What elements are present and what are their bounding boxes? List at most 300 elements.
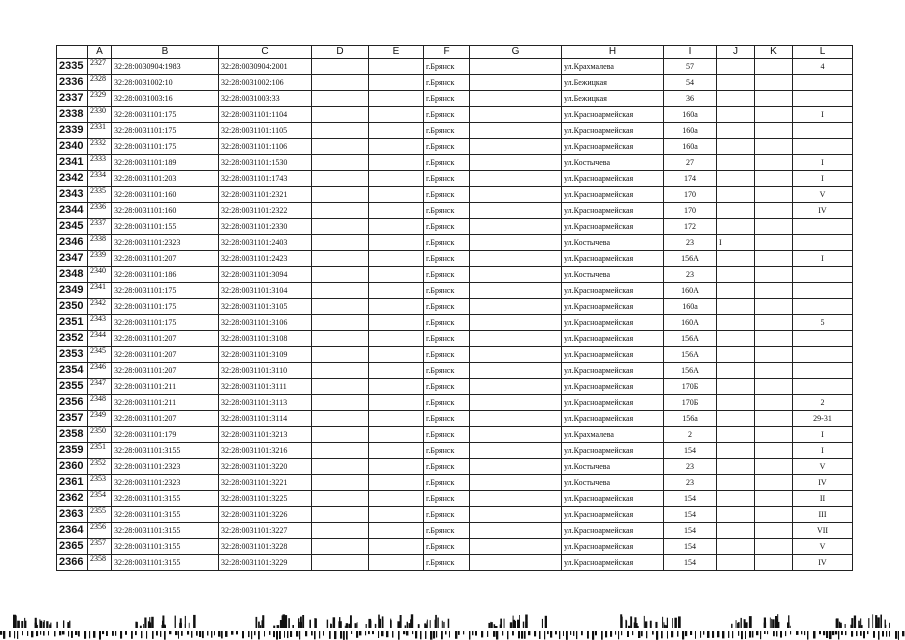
cell-g — [470, 251, 562, 267]
cell-j — [717, 379, 755, 395]
cell-g — [470, 379, 562, 395]
cell-i: 23 — [664, 475, 717, 491]
table-row — [57, 107, 853, 123]
table-row — [57, 443, 853, 459]
cell-g — [470, 91, 562, 107]
cell-g — [470, 427, 562, 443]
table-row — [57, 395, 853, 411]
column-header: I — [664, 46, 717, 59]
cell-j — [717, 539, 755, 555]
cell-h: ул.Красноармейская — [562, 523, 664, 539]
cell-j — [717, 347, 755, 363]
cell-l: I — [793, 171, 853, 187]
cell-a — [88, 363, 112, 379]
cell-l — [793, 347, 853, 363]
cell-g — [470, 187, 562, 203]
cell-h: ул.Красноармейская — [562, 443, 664, 459]
cell-e — [369, 235, 424, 251]
record-number: 2353 — [90, 474, 106, 483]
cell-i: 27 — [664, 155, 717, 171]
cell-e — [369, 411, 424, 427]
cell-f: г.Брянск — [424, 475, 470, 491]
cell-b: 32:28:0031101:3155 — [112, 443, 219, 459]
cell-k — [755, 59, 793, 75]
cell-k — [755, 555, 793, 571]
cell-j — [717, 59, 755, 75]
cell-e — [369, 507, 424, 523]
cell-e — [369, 443, 424, 459]
cell-i: 156а — [664, 411, 717, 427]
cell-d — [312, 203, 369, 219]
column-header: K — [755, 46, 793, 59]
cell-g — [470, 155, 562, 171]
cell-f: г.Брянск — [424, 107, 470, 123]
record-number: 2333 — [90, 154, 106, 163]
cell-k — [755, 187, 793, 203]
cell-a — [88, 299, 112, 315]
cell-e — [369, 475, 424, 491]
cell-b: 32:28:0031101:3155 — [112, 555, 219, 571]
cell-d — [312, 187, 369, 203]
cell-l — [793, 75, 853, 91]
cell-j — [717, 219, 755, 235]
cell-f: г.Брянск — [424, 443, 470, 459]
column-header: A — [88, 46, 112, 59]
cell-d — [312, 507, 369, 523]
cell-i: 154 — [664, 507, 717, 523]
cell-e — [369, 315, 424, 331]
cell-d — [312, 331, 369, 347]
table-row — [57, 459, 853, 475]
cell-a — [88, 171, 112, 187]
cell-i: 170Б — [664, 395, 717, 411]
cell-h: ул.Красноармейская — [562, 347, 664, 363]
cell-d — [312, 59, 369, 75]
cell-l: IV — [793, 475, 853, 491]
cell-f: г.Брянск — [424, 395, 470, 411]
cell-f: г.Брянск — [424, 347, 470, 363]
cell-g — [470, 395, 562, 411]
cell-c: 32:28:0031101:3216 — [219, 443, 312, 459]
cell-a — [88, 539, 112, 555]
cell-f: г.Брянск — [424, 539, 470, 555]
cell-k — [755, 491, 793, 507]
column-header: E — [369, 46, 424, 59]
table-row — [57, 75, 853, 91]
cell-a — [88, 411, 112, 427]
cell-i: 156А — [664, 331, 717, 347]
cell-d — [312, 75, 369, 91]
cell-h: ул.Крахмалева — [562, 427, 664, 443]
cell-b: 32:28:0031101:179 — [112, 427, 219, 443]
cell-f: г.Брянск — [424, 331, 470, 347]
cell-d — [312, 155, 369, 171]
cell-e — [369, 347, 424, 363]
cell-i: 170 — [664, 203, 717, 219]
cell-c: 32:28:0031101:2322 — [219, 203, 312, 219]
cell-j — [717, 395, 755, 411]
row-number: 2336 — [57, 75, 88, 91]
cell-a — [88, 523, 112, 539]
cell-l: IV — [793, 203, 853, 219]
cell-e — [369, 139, 424, 155]
cell-a — [88, 203, 112, 219]
cell-j — [717, 187, 755, 203]
scan-artifact-strip — [0, 596, 905, 640]
cell-h: ул.Красноармейская — [562, 251, 664, 267]
cell-h: ул.Красноармейская — [562, 379, 664, 395]
cell-f: г.Брянск — [424, 123, 470, 139]
cell-k — [755, 235, 793, 251]
cell-i: 156А — [664, 347, 717, 363]
cell-f: г.Брянск — [424, 139, 470, 155]
table-row — [57, 219, 853, 235]
cell-h: ул.Красноармейская — [562, 219, 664, 235]
cell-d — [312, 283, 369, 299]
cell-f: г.Брянск — [424, 187, 470, 203]
cell-b: 32:28:0031101:203 — [112, 171, 219, 187]
cell-j — [717, 475, 755, 491]
cell-l — [793, 283, 853, 299]
cell-a — [88, 283, 112, 299]
cell-d — [312, 299, 369, 315]
scan-noise-blobs — [13, 614, 890, 628]
row-number: 2348 — [57, 267, 88, 283]
cell-l: VII — [793, 523, 853, 539]
cell-k — [755, 443, 793, 459]
cell-c: 32:28:0031101:3111 — [219, 379, 312, 395]
cell-j — [717, 315, 755, 331]
cell-b: 32:28:0031101:211 — [112, 379, 219, 395]
cell-g — [470, 363, 562, 379]
cell-g — [470, 123, 562, 139]
cell-g — [470, 331, 562, 347]
table-row — [57, 251, 853, 267]
record-number: 2339 — [90, 250, 106, 259]
table-row — [57, 411, 853, 427]
cell-l: I — [793, 107, 853, 123]
table-row — [57, 123, 853, 139]
cell-j — [717, 331, 755, 347]
cell-a — [88, 427, 112, 443]
cell-h: ул.Бежицкая — [562, 91, 664, 107]
cell-k — [755, 539, 793, 555]
cell-j — [717, 299, 755, 315]
cell-e — [369, 539, 424, 555]
cell-g — [470, 475, 562, 491]
cell-c: 32:28:0031101:3106 — [219, 315, 312, 331]
table-row — [57, 379, 853, 395]
cell-f: г.Брянск — [424, 491, 470, 507]
cell-f: г.Брянск — [424, 91, 470, 107]
cell-i: 160А — [664, 283, 717, 299]
cell-h: ул.Красноармейская — [562, 123, 664, 139]
row-number: 2363 — [57, 507, 88, 523]
corner-cell — [57, 46, 88, 59]
table-body — [57, 59, 853, 571]
cell-c: 32:28:0031101:2321 — [219, 187, 312, 203]
cell-i: 170Б — [664, 379, 717, 395]
record-number: 2327 — [90, 58, 106, 67]
row-number: 2339 — [57, 123, 88, 139]
cell-d — [312, 107, 369, 123]
cell-c: 32:28:0031101:3220 — [219, 459, 312, 475]
cell-f: г.Брянск — [424, 523, 470, 539]
cell-e — [369, 123, 424, 139]
table-row — [57, 427, 853, 443]
cell-h: ул.Костычева — [562, 235, 664, 251]
cell-b: 32:28:0031101:155 — [112, 219, 219, 235]
cell-i: 154 — [664, 443, 717, 459]
cell-e — [369, 75, 424, 91]
cell-i: 156А — [664, 251, 717, 267]
record-number: 2341 — [90, 282, 106, 291]
table-row — [57, 523, 853, 539]
cell-d — [312, 123, 369, 139]
row-number: 2338 — [57, 107, 88, 123]
cell-e — [369, 267, 424, 283]
cell-h: ул.Красноармейская — [562, 331, 664, 347]
cell-l: I — [793, 155, 853, 171]
cell-c: 32:28:0031101:3105 — [219, 299, 312, 315]
cell-d — [312, 267, 369, 283]
cell-k — [755, 171, 793, 187]
cell-k — [755, 363, 793, 379]
cell-l: 29-31 — [793, 411, 853, 427]
row-number: 2350 — [57, 299, 88, 315]
column-header: D — [312, 46, 369, 59]
cell-i: 160а — [664, 123, 717, 139]
record-number: 2337 — [90, 218, 106, 227]
cell-k — [755, 251, 793, 267]
row-number: 2366 — [57, 555, 88, 571]
cell-a — [88, 251, 112, 267]
cell-c: 32:28:0031101:2403 — [219, 235, 312, 251]
cell-e — [369, 187, 424, 203]
row-number: 2337 — [57, 91, 88, 107]
cell-j — [717, 555, 755, 571]
cell-i: 36 — [664, 91, 717, 107]
cell-h: ул.Красноармейская — [562, 411, 664, 427]
cell-f: г.Брянск — [424, 267, 470, 283]
cell-k — [755, 123, 793, 139]
table-row — [57, 139, 853, 155]
table-row — [57, 203, 853, 219]
table-row — [57, 235, 853, 251]
cell-g — [470, 219, 562, 235]
table-row — [57, 187, 853, 203]
cell-j — [717, 491, 755, 507]
spreadsheet-table — [56, 45, 853, 571]
cell-l — [793, 363, 853, 379]
cell-h: ул.Красноармейская — [562, 363, 664, 379]
cell-g — [470, 267, 562, 283]
cell-f: г.Брянск — [424, 315, 470, 331]
record-number: 2332 — [90, 138, 106, 147]
cell-h: ул.Красноармейская — [562, 315, 664, 331]
cell-e — [369, 363, 424, 379]
cell-g — [470, 171, 562, 187]
cell-d — [312, 459, 369, 475]
cell-h: ул.Красноармейская — [562, 555, 664, 571]
cell-j — [717, 123, 755, 139]
cell-e — [369, 155, 424, 171]
cell-a — [88, 267, 112, 283]
table-row — [57, 155, 853, 171]
record-number: 2354 — [90, 490, 106, 499]
cell-c: 32:28:0031101:3113 — [219, 395, 312, 411]
record-number: 2331 — [90, 122, 106, 131]
cell-g — [470, 283, 562, 299]
cell-h: ул.Красноармейская — [562, 171, 664, 187]
cell-j — [717, 155, 755, 171]
cell-d — [312, 475, 369, 491]
cell-j — [717, 459, 755, 475]
cell-k — [755, 395, 793, 411]
cell-c: 32:28:0031101:3225 — [219, 491, 312, 507]
record-number: 2344 — [90, 330, 106, 339]
cell-d — [312, 235, 369, 251]
table-row — [57, 363, 853, 379]
cell-k — [755, 91, 793, 107]
cell-j — [717, 507, 755, 523]
cell-l: V — [793, 539, 853, 555]
cell-b: 32:28:0031101:207 — [112, 347, 219, 363]
cell-k — [755, 267, 793, 283]
cell-a — [88, 443, 112, 459]
record-number: 2351 — [90, 442, 106, 451]
record-number: 2350 — [90, 426, 106, 435]
row-number: 2340 — [57, 139, 88, 155]
cell-l: 5 — [793, 315, 853, 331]
cell-i: 154 — [664, 523, 717, 539]
cell-i: 174 — [664, 171, 717, 187]
record-number: 2348 — [90, 394, 106, 403]
cell-f: г.Брянск — [424, 59, 470, 75]
cell-c: 32:28:0031101:1530 — [219, 155, 312, 171]
cell-k — [755, 379, 793, 395]
cell-f: г.Брянск — [424, 363, 470, 379]
cell-a — [88, 59, 112, 75]
cell-d — [312, 219, 369, 235]
cell-e — [369, 171, 424, 187]
cell-e — [369, 283, 424, 299]
row-number: 2346 — [57, 235, 88, 251]
cell-c: 32:28:0031101:3227 — [219, 523, 312, 539]
cell-f: г.Брянск — [424, 459, 470, 475]
cell-b: 32:28:0031101:175 — [112, 299, 219, 315]
row-number: 2345 — [57, 219, 88, 235]
cell-j — [717, 411, 755, 427]
cell-j — [717, 139, 755, 155]
cell-k — [755, 347, 793, 363]
cell-d — [312, 91, 369, 107]
cell-h: ул.Красноармейская — [562, 491, 664, 507]
cell-e — [369, 203, 424, 219]
cell-c: 32:28:0031101:3114 — [219, 411, 312, 427]
row-number: 2364 — [57, 523, 88, 539]
cell-i: 160а — [664, 107, 717, 123]
cell-d — [312, 347, 369, 363]
cell-k — [755, 75, 793, 91]
record-number: 2335 — [90, 186, 106, 195]
table-row — [57, 555, 853, 571]
record-number: 2342 — [90, 298, 106, 307]
cell-c: 32:28:0031101:3228 — [219, 539, 312, 555]
cell-c: 32:28:0031101:3229 — [219, 555, 312, 571]
cell-l: II — [793, 491, 853, 507]
record-number: 2352 — [90, 458, 106, 467]
cell-b: 32:28:0031101:175 — [112, 123, 219, 139]
cell-k — [755, 139, 793, 155]
cell-g — [470, 347, 562, 363]
cell-l: I — [793, 443, 853, 459]
cell-k — [755, 411, 793, 427]
cell-j — [717, 523, 755, 539]
cell-k — [755, 299, 793, 315]
row-number: 2354 — [57, 363, 88, 379]
record-number: 2336 — [90, 202, 106, 211]
table-row — [57, 491, 853, 507]
cell-a — [88, 123, 112, 139]
record-number: 2328 — [90, 74, 106, 83]
cell-k — [755, 107, 793, 123]
cell-k — [755, 459, 793, 475]
cell-b: 32:28:0031101:211 — [112, 395, 219, 411]
cell-g — [470, 107, 562, 123]
cell-f: г.Брянск — [424, 251, 470, 267]
cell-i: 154 — [664, 539, 717, 555]
cell-d — [312, 315, 369, 331]
cell-d — [312, 491, 369, 507]
cell-b: 32:28:0031002:10 — [112, 75, 219, 91]
cell-a — [88, 507, 112, 523]
cell-h: ул.Красноармейская — [562, 283, 664, 299]
cell-b: 32:28:0031101:175 — [112, 283, 219, 299]
cell-l: I — [793, 427, 853, 443]
cell-b: 32:28:0031101:186 — [112, 267, 219, 283]
cell-c: 32:28:0031101:3104 — [219, 283, 312, 299]
cell-a — [88, 347, 112, 363]
cell-i: 156А — [664, 363, 717, 379]
cell-e — [369, 219, 424, 235]
cell-h: ул.Красноармейская — [562, 139, 664, 155]
cell-h: ул.Бежицкая — [562, 75, 664, 91]
row-number: 2353 — [57, 347, 88, 363]
row-number: 2357 — [57, 411, 88, 427]
cell-j — [717, 171, 755, 187]
column-header: C — [219, 46, 312, 59]
cell-l — [793, 267, 853, 283]
row-number: 2365 — [57, 539, 88, 555]
cell-j — [717, 91, 755, 107]
cell-e — [369, 299, 424, 315]
table-row — [57, 267, 853, 283]
cell-i: 23 — [664, 235, 717, 251]
cell-h: ул.Красноармейская — [562, 507, 664, 523]
cell-e — [369, 395, 424, 411]
cell-b: 32:28:0031101:175 — [112, 139, 219, 155]
cell-g — [470, 443, 562, 459]
row-number: 2362 — [57, 491, 88, 507]
cell-d — [312, 363, 369, 379]
cell-i: 154 — [664, 555, 717, 571]
cell-k — [755, 219, 793, 235]
row-number: 2359 — [57, 443, 88, 459]
cell-j — [717, 427, 755, 443]
cell-k — [755, 155, 793, 171]
cell-a — [88, 155, 112, 171]
